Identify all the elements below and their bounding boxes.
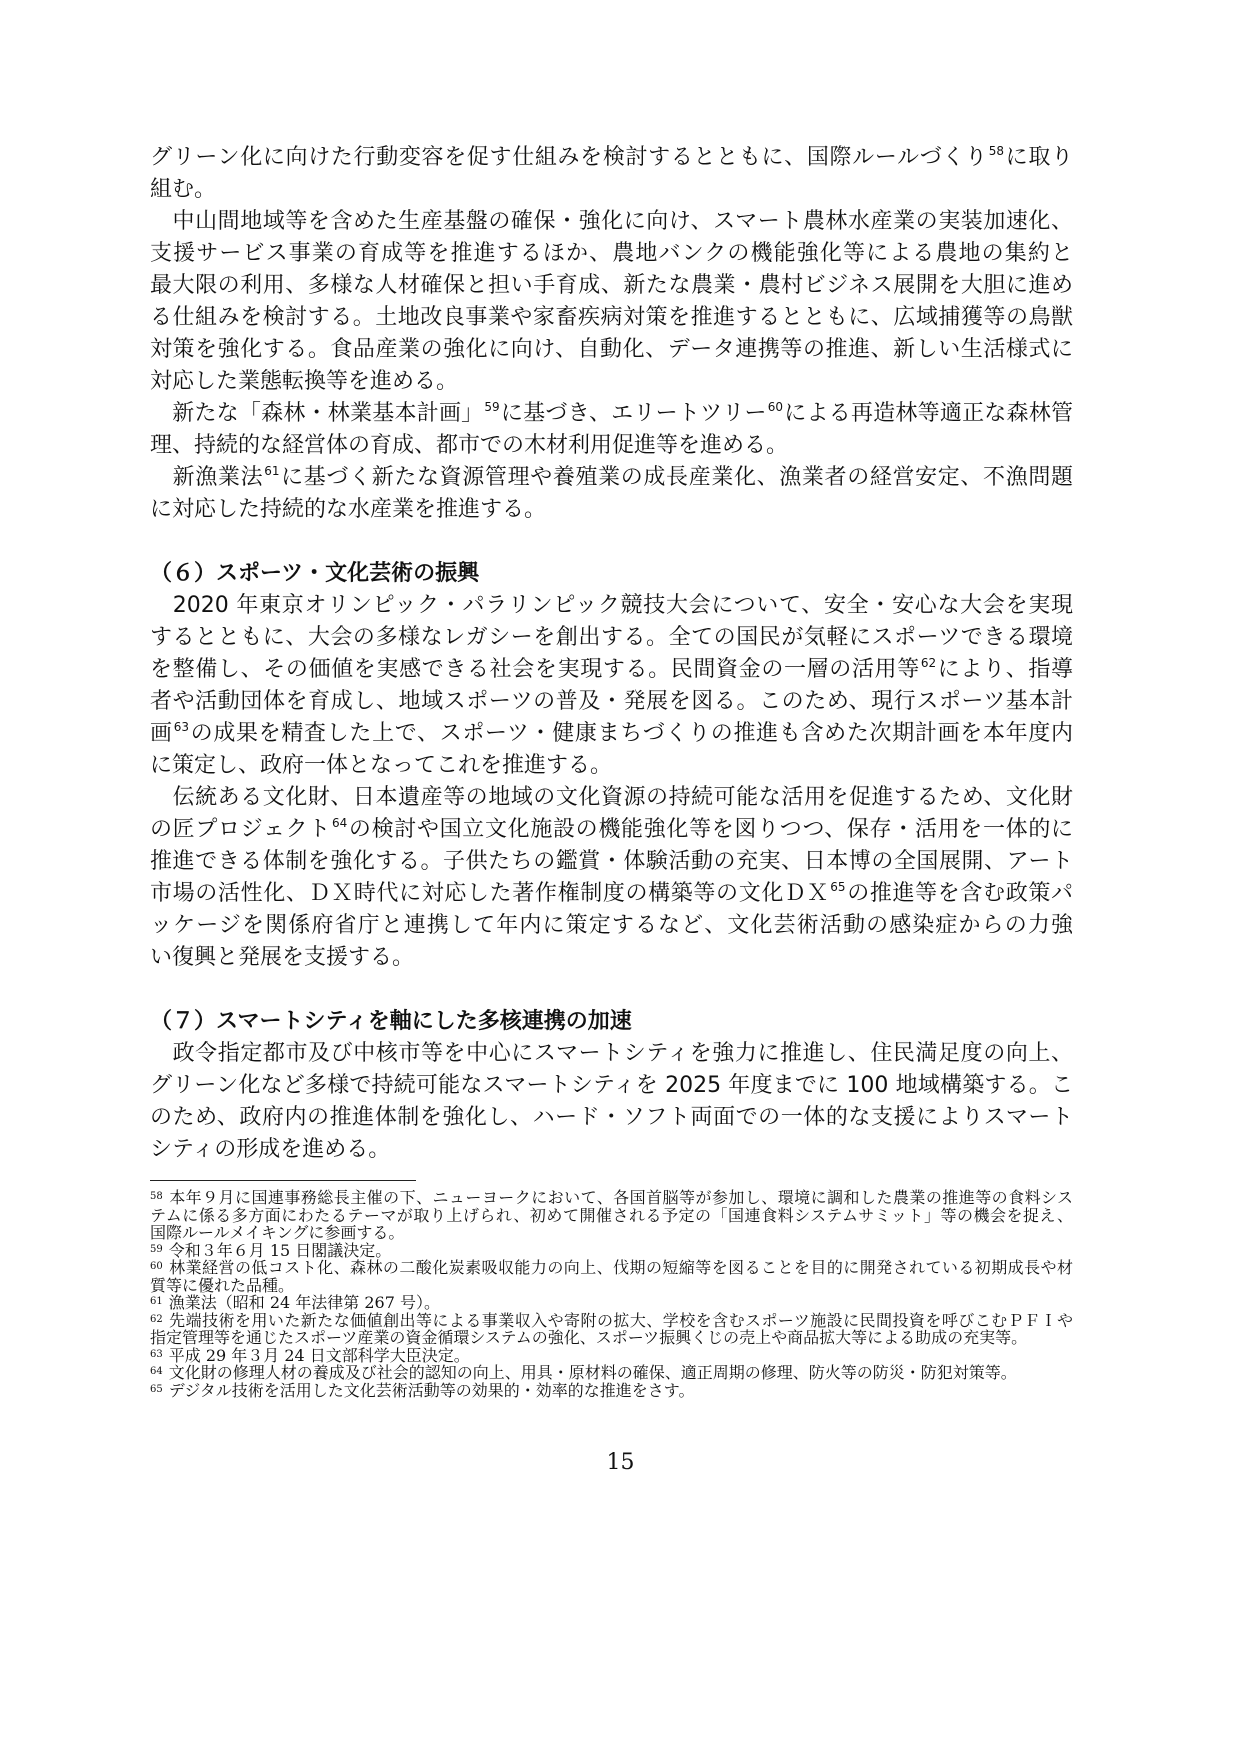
text-run: による再造林等適正な森林管 (784, 401, 1073, 426)
footnote-reference: 59 (484, 400, 500, 414)
text-line (150, 718, 1073, 750)
body-paragraph (150, 398, 1073, 462)
text-run: 中山間地域等を含めた生産基盤の確保・強化に向け、スマート農林水産業の実装加速化、 (150, 209, 1073, 234)
footnote-text: 文化財の修理人材の養成及び社会的認知の向上、用具・原材料の確保、適正周期の修理、防火等の防災・防犯対策等。 (168, 1363, 1017, 1382)
footnote-text: 国際ルールメイキングに参画する。 (150, 1223, 405, 1242)
footnote-text: 令和３年６月 15 日閣議決定。 (168, 1240, 392, 1260)
text-line (150, 494, 1073, 526)
text-line (150, 142, 1073, 174)
text-run: に対応した持続的な水産業を推進する。 (150, 497, 547, 522)
footnote-line (150, 1329, 1073, 1347)
footnote (150, 1382, 1073, 1400)
text-run: の推進等を含む政策パ (846, 881, 1073, 906)
text-run: の匠プロジェクト (150, 817, 331, 842)
footnote-line (150, 1224, 1073, 1242)
text-line (150, 1102, 1073, 1134)
text-line (150, 942, 1073, 974)
text-run: 推進できる体制を強化する。子供たちの鑑賞・体験活動の充実、日本博の全国展開、アート (150, 849, 1073, 874)
footnote (150, 1242, 1073, 1260)
text-line (150, 206, 1073, 238)
footnote-line (150, 1259, 1073, 1277)
text-run: に基づき、エリートツリー (500, 401, 767, 426)
text-run: のため、政府内の推進体制を強化し、ハード・ソフト両面での一体的な支援によりスマート (150, 1105, 1073, 1130)
body-paragraph (150, 206, 1073, 398)
text-run: 市場の活性化、ＤＸ時代に対応した著作権制度の構築等の文化ＤＸ (150, 881, 830, 906)
text-run: を整備し、その価値を実感できる社会を実現する。民間資金の一層の活用等 (150, 657, 920, 682)
footnote-number: 63 (150, 1348, 163, 1360)
text-run: グリーン化に向けた行動変容を促す仕組みを検討するとともに、国際ルールづくり (150, 145, 988, 170)
footnote-reference: 61 (264, 464, 280, 478)
text-run: 組む。 (150, 177, 217, 202)
footnote-text: デジタル技術を活用した文化芸術活動等の効果的・効率的な推進をさす。 (168, 1380, 695, 1400)
footnote-line (150, 1312, 1073, 1330)
text-line (150, 622, 1073, 654)
footnote-reference: 64 (331, 816, 348, 830)
footnote (150, 1189, 1073, 1242)
footnote (150, 1312, 1073, 1347)
body-paragraph (150, 142, 1073, 206)
text-run: するとともに、大会の多様なレガシーを創出する。全ての国民が気軽にスポーツできる環境 (150, 625, 1073, 650)
footnote-text: 質等に優れた品種。 (150, 1275, 295, 1295)
text-run: 理、持続的な経営体の育成、都市での木材利用促進等を進める。 (150, 433, 789, 458)
footnote-number: 61 (150, 1296, 163, 1307)
text-line (150, 238, 1073, 270)
footnote (150, 1294, 1073, 1312)
text-line (150, 302, 1073, 334)
footnote-text: 先端技術を用いた新たな価値創出等による事業収入や寄附の拡大、学校を含むスポーツ施設に民間投資を呼びこむＰＦＩや (168, 1310, 1073, 1330)
footnote (150, 1347, 1073, 1365)
body-paragraph (150, 590, 1073, 782)
footnotes (150, 1189, 1073, 1399)
text-line (150, 174, 1073, 206)
footnote-line (150, 1382, 1073, 1400)
text-run: シティの形成を進める。 (150, 1137, 391, 1162)
text-line (150, 878, 1073, 910)
footnote-reference: 60 (767, 400, 784, 414)
text-run: の検討や国立文化施設の機能強化等を図りつつ、保存・活用を一体的に (348, 817, 1073, 842)
footnote-text: 指定管理等を通じたスポーツ産業の資金循環システムの強化、スポーツ振興くじの売上や商品拡大等による助成の充実等。 (150, 1328, 1028, 1347)
text-run: 対策を強化する。食品産業の強化に向け、自動化、データ連携等の推進、新しい生活様式に (150, 337, 1073, 362)
footnote-text: 本年９月に国連事務総長主催の下、ニューヨークにおいて、各国首脳等が参加し、環境に調和した農業の推進等の食料シス (168, 1188, 1073, 1207)
footnote-line (150, 1364, 1073, 1382)
text-run: に策定し、政府一体となってこれを推進する。 (150, 753, 613, 778)
footnote-line (150, 1294, 1073, 1312)
footnote-number: 59 (150, 1243, 163, 1255)
page-number: 15 (606, 1450, 635, 1475)
footnote-text: 漁業法（昭和 24 年法律第 267 号）。 (168, 1293, 440, 1312)
text-line (150, 846, 1073, 878)
footnote-number: 64 (150, 1366, 163, 1377)
text-line (150, 782, 1073, 814)
footnote (150, 1259, 1073, 1294)
text-run: 支援サービス事業の育成等を推進するほか、農地バンクの機能強化等による農地の集約と (150, 241, 1073, 266)
body-paragraph (150, 782, 1073, 974)
text-line (150, 270, 1073, 302)
text-line (150, 1070, 1073, 1102)
footnote-reference: 65 (830, 880, 846, 894)
section-heading: （７）スマートシティを軸にした多核連携の加速 (150, 1009, 632, 1034)
text-run: ッケージを関係府省庁と連携して年内に策定するなど、文化芸術活動の感染症からの力強 (150, 913, 1073, 938)
footnote-number: 65 (150, 1383, 163, 1395)
text-line (150, 366, 1073, 398)
body-paragraph (150, 462, 1073, 526)
text-run: 政令指定都市及び中核市等を中心にスマートシティを強力に推進し、住民満足度の向上、 (150, 1041, 1073, 1066)
text-run: 最大限の利用、多様な人材確保と担い手育成、新たな農業・農村ビジネス展開を大胆に進め (150, 273, 1073, 298)
footnote-separator (150, 1180, 416, 1181)
footnote-text: テムに係る多方面にわたるテーマが取り上げられ、初めて開催される予定の「国連食料システムサミット」等の機会を捉え、 (150, 1205, 1073, 1225)
text-run: 新漁業法 (150, 465, 264, 490)
text-run: グリーン化など多様で持続可能なスマートシティを 2025 年度までに 100 地域構築する。こ (150, 1073, 1073, 1098)
text-line (150, 686, 1073, 718)
text-run: 対応した業態転換等を進める。 (150, 369, 459, 394)
footnote-number: 58 (150, 1191, 163, 1202)
footnote (150, 1364, 1073, 1382)
text-run: 2020 年東京オリンピック・パラリンピック競技大会について、安全・安心な大会を実現 (150, 593, 1073, 618)
text-run: る仕組みを検討する。土地改良事業や家畜疾病対策を推進するとともに、広域捕獲等の鳥獣 (150, 305, 1073, 330)
footnote-number: 62 (150, 1313, 163, 1325)
body-text (150, 142, 1073, 1166)
section-heading: （６）スポーツ・文化芸術の振興 (150, 561, 480, 586)
body-paragraph (150, 1038, 1073, 1166)
footnote-number: 60 (150, 1261, 163, 1272)
text-line (150, 750, 1073, 782)
text-line (150, 590, 1073, 622)
text-run: い復興と発展を支援する。 (150, 945, 415, 970)
text-line (150, 334, 1073, 366)
text-line (150, 654, 1073, 686)
text-line (150, 1038, 1073, 1070)
footnote-line (150, 1242, 1073, 1260)
text-run: 者や活動団体を育成し、地域スポーツの普及・発展を図る。このため、現行スポーツ基本計 (150, 689, 1073, 714)
text-run: 画 (150, 721, 173, 746)
footnote-reference: 63 (173, 720, 189, 734)
text-run: 新たな「森林・林業基本計画」 (150, 401, 484, 426)
text-line (150, 1134, 1073, 1166)
footnote-text: 平成 29 年３月 24 日文部科学大臣決定。 (168, 1345, 470, 1365)
text-line (150, 814, 1073, 846)
text-line (150, 462, 1073, 494)
text-run: 伝統ある文化財、日本遺産等の地域の文化資源の持続可能な活用を促進するため、文化財 (150, 785, 1073, 810)
footnote-text: 林業経営の低コスト化、森林の二酸化炭素吸収能力の向上、伐期の短縮等を図ることを目的に開発されている初期成長や材 (168, 1258, 1073, 1277)
footnote-line (150, 1277, 1073, 1295)
footnote-reference: 58 (988, 144, 1004, 158)
text-run: により、指導 (937, 657, 1073, 682)
text-run: に基づく新たな資源管理や養殖業の成長産業化、漁業者の経営安定、不漁問題 (280, 465, 1073, 490)
text-line (150, 910, 1073, 942)
footnote-line (150, 1347, 1073, 1365)
text-line (150, 398, 1073, 430)
text-run: の成果を精査した上で、スポーツ・健康まちづくりの推進も含めた次期計画を本年度内 (189, 721, 1073, 746)
footnote-reference: 62 (920, 656, 937, 670)
text-run: に取り (1005, 145, 1073, 170)
footnote-line (150, 1207, 1073, 1225)
footnote-line (150, 1189, 1073, 1207)
text-line (150, 430, 1073, 462)
